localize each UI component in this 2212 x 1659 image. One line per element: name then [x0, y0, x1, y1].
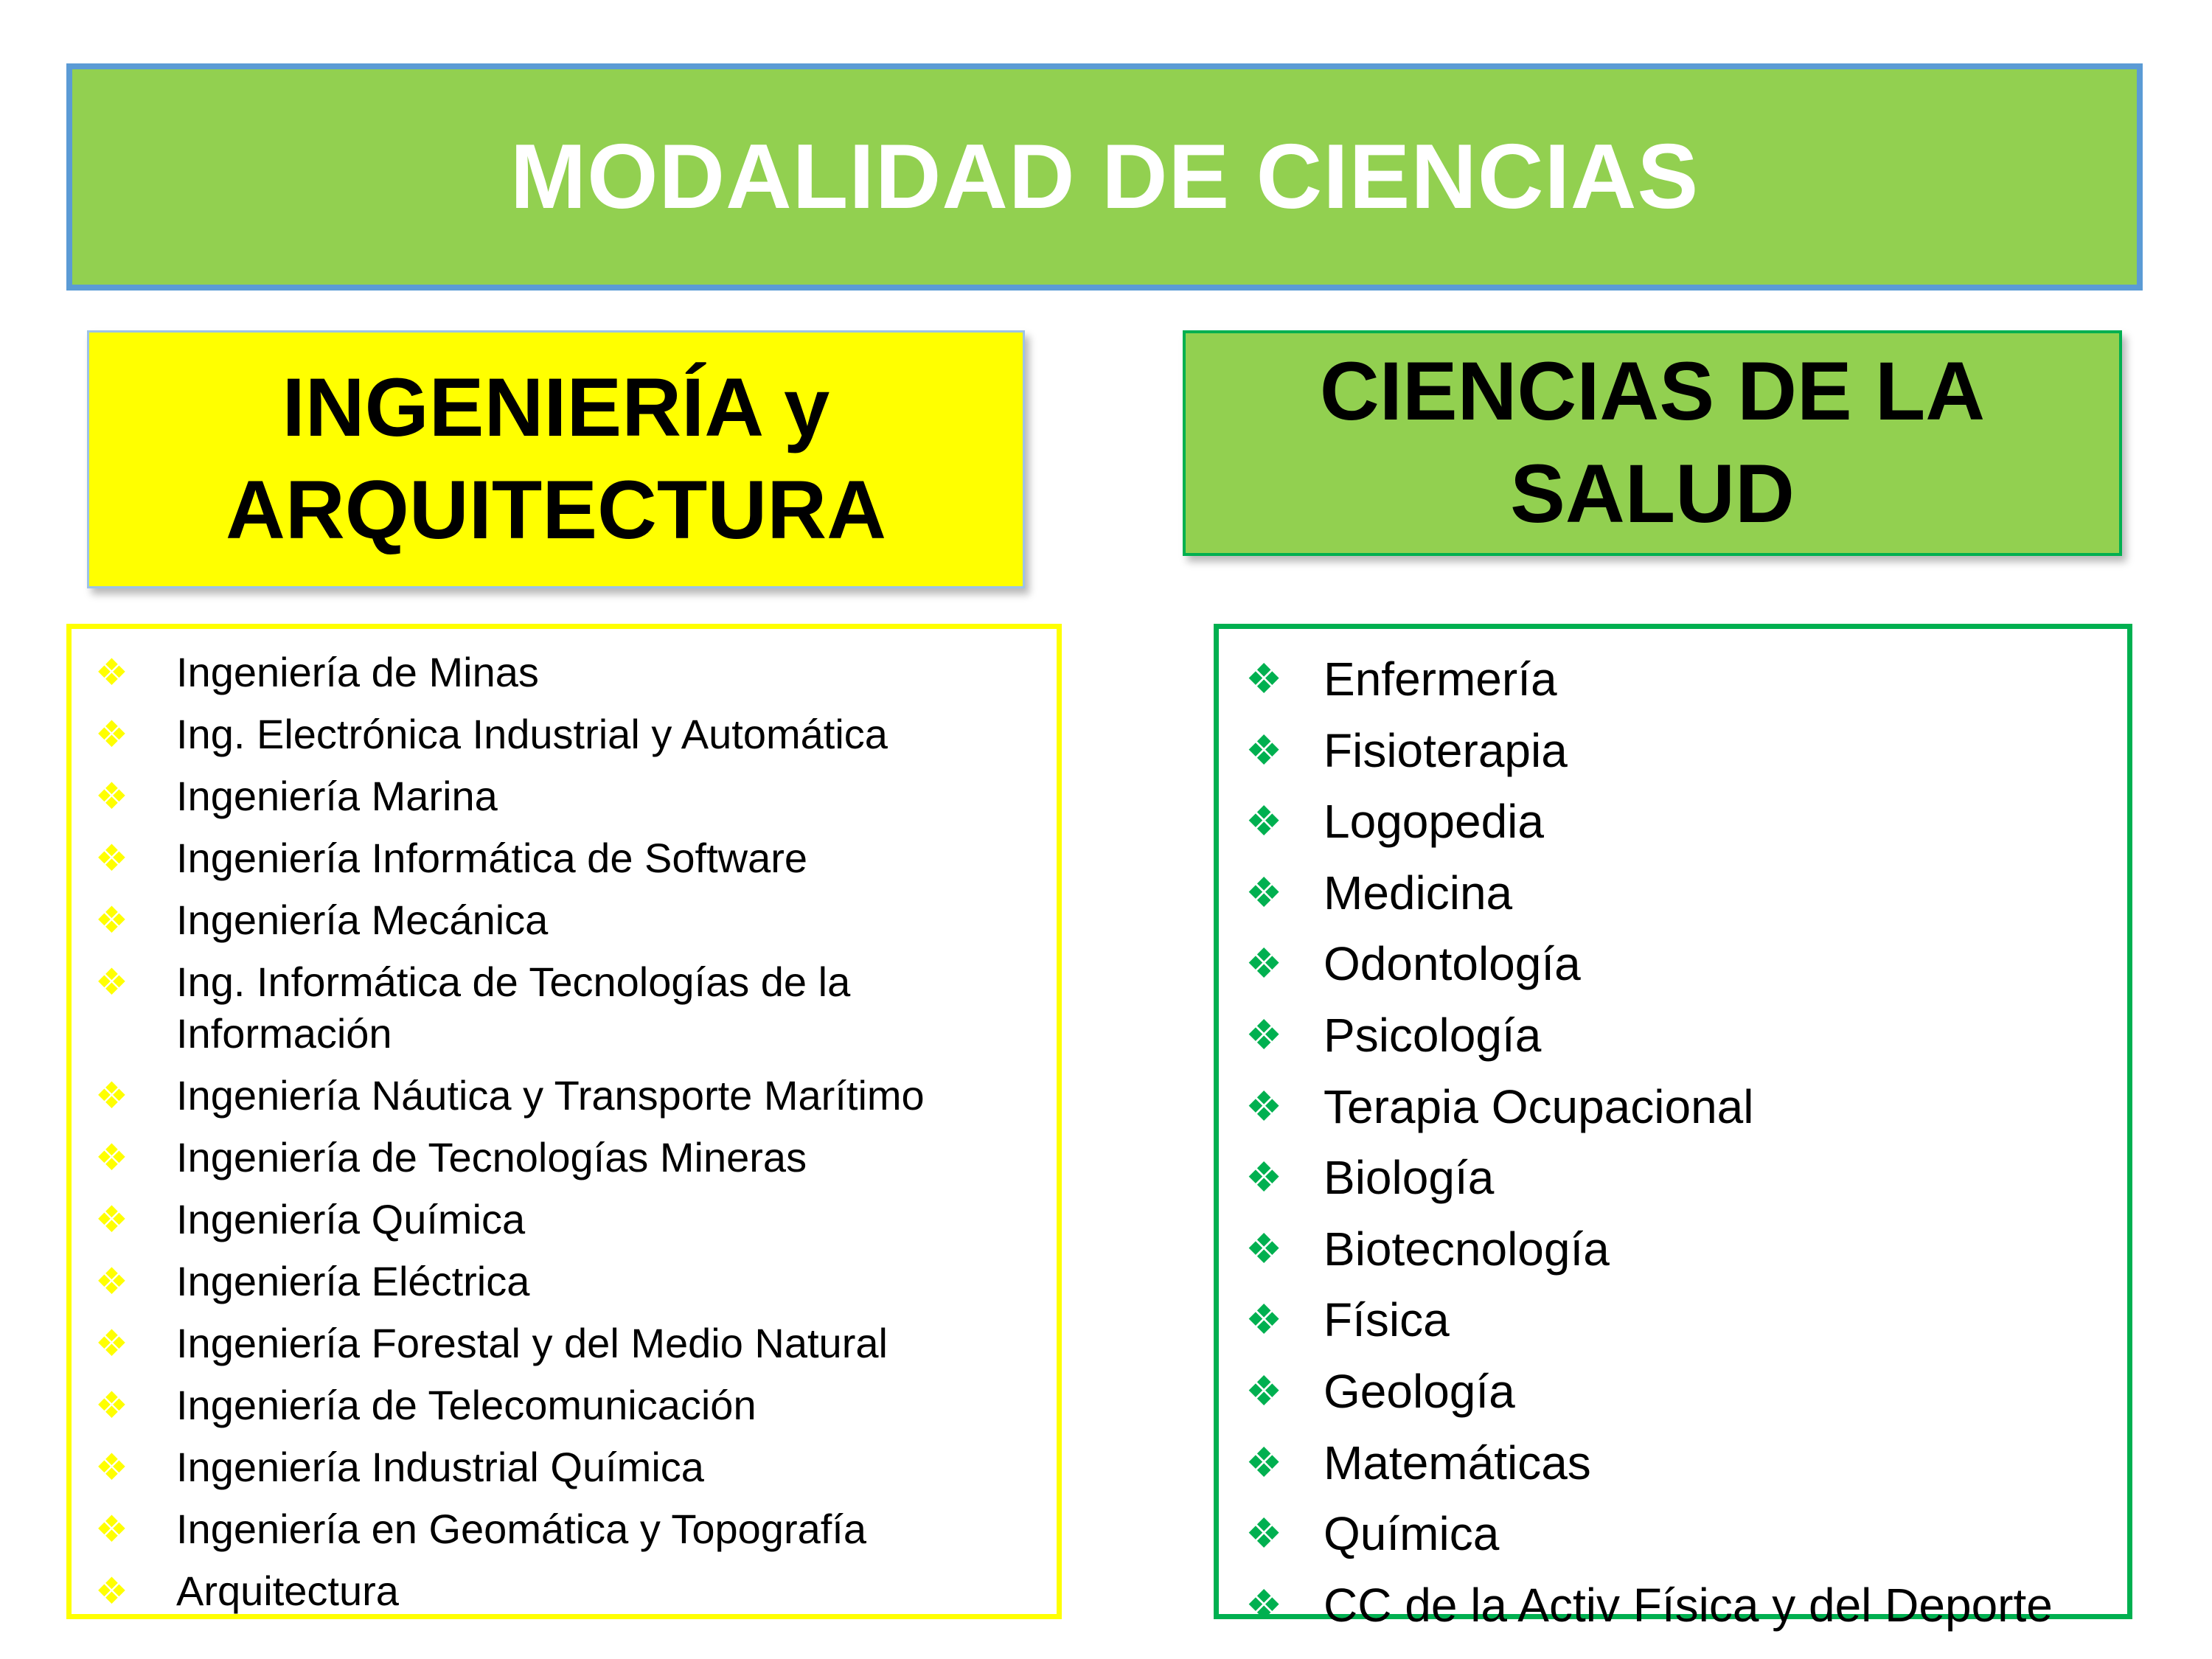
four-diamond-icon: ❖ [95, 1323, 128, 1364]
list-item-label: CC de la Activ Física y del Deporte [1324, 1578, 2053, 1632]
list-item-label: Ingeniería Industrial Química [176, 1444, 704, 1490]
four-diamond-icon: ❖ [95, 776, 128, 817]
list-item [1219, 1077, 2127, 1136]
four-diamond-icon: ❖ [95, 1137, 128, 1178]
category-heading-salud [1183, 330, 2122, 556]
list-item-label: Enfermería [1324, 653, 1557, 706]
list-item-label: Ingeniería Informática de Software [176, 835, 808, 881]
list-item [1219, 1006, 2127, 1065]
four-diamond-icon: ❖ [95, 652, 128, 693]
list-item [1219, 1148, 2127, 1207]
list-item-label: Biología [1324, 1151, 1495, 1205]
list-item [72, 1070, 1057, 1121]
list-item-label: Fisioterapia [1324, 723, 1568, 777]
list-item-label: Ingeniería de Minas [176, 649, 539, 695]
list-item-label: Psicología [1324, 1008, 1542, 1062]
four-diamond-icon: ❖ [1245, 1296, 1283, 1343]
category-heading-ingenieria [87, 330, 1025, 588]
four-diamond-icon: ❖ [1245, 655, 1283, 702]
four-diamond-icon: ❖ [1245, 1011, 1283, 1058]
four-diamond-icon: ❖ [1245, 798, 1283, 845]
four-diamond-icon: ❖ [95, 1199, 128, 1240]
list-item [72, 1380, 1057, 1431]
list-item [72, 647, 1057, 698]
list-item-label: Ingeniería Química [176, 1196, 526, 1242]
list-item-label: Ingeniería de Tecnologías Mineras [176, 1134, 807, 1180]
four-diamond-icon: ❖ [95, 1385, 128, 1426]
list-item [1219, 1504, 2127, 1563]
page-title: MODALIDAD DE CIENCIAS [509, 126, 1700, 228]
four-diamond-icon: ❖ [95, 714, 128, 755]
degree-list-ingenieria [66, 624, 1062, 1619]
list-item-label: Ing. Electrónica Industrial y Automática [176, 711, 888, 757]
list-item-label: Logopedia [1324, 795, 1544, 849]
list-item-label: Ingeniería Forestal y del Medio Natural [176, 1320, 888, 1366]
list-item-label: Química [1324, 1507, 1500, 1561]
list-item [72, 1565, 1057, 1617]
list-item-label: Ingeniería en Geomática y Topografía [176, 1506, 867, 1552]
list-item [72, 1132, 1057, 1183]
list-item [1219, 1220, 2127, 1279]
category-heading-text: CIENCIAS DE LA SALUD [1319, 345, 1986, 540]
list-item-label: Ingeniería Marina [176, 773, 498, 819]
list-item [72, 771, 1057, 822]
list-item-label: Biotecnología [1324, 1222, 1610, 1276]
list-item-label: Física [1324, 1293, 1450, 1347]
list-item [72, 1503, 1057, 1555]
list-item [72, 1318, 1057, 1369]
list-item [1219, 1576, 2127, 1635]
list-item-label: Geología [1324, 1364, 1515, 1418]
list-item [1219, 650, 2127, 709]
four-diamond-icon: ❖ [95, 900, 128, 941]
list-item [1219, 1433, 2127, 1492]
four-diamond-icon: ❖ [95, 1261, 128, 1302]
four-diamond-icon: ❖ [1245, 1510, 1283, 1557]
four-diamond-icon: ❖ [1245, 1082, 1283, 1130]
list-item [1219, 863, 2127, 922]
four-diamond-icon: ❖ [1245, 869, 1283, 916]
list-item [72, 832, 1057, 884]
list-item-label: Odontología [1324, 937, 1581, 991]
four-diamond-icon: ❖ [1245, 1581, 1283, 1628]
list-item [72, 709, 1057, 760]
four-diamond-icon: ❖ [1245, 1154, 1283, 1201]
list-item-label: Matemáticas [1324, 1436, 1591, 1489]
list-item [72, 894, 1057, 946]
four-diamond-icon: ❖ [1245, 1225, 1283, 1272]
four-diamond-icon: ❖ [1245, 940, 1283, 987]
four-diamond-icon: ❖ [1245, 1367, 1283, 1414]
list-item-label: Arquitectura [176, 1568, 399, 1614]
four-diamond-icon: ❖ [95, 1509, 128, 1550]
list-item [1219, 1362, 2127, 1421]
four-diamond-icon: ❖ [95, 1075, 128, 1116]
list-item-label: Ing. Informática de Tecnologías de la Información [176, 959, 851, 1057]
list-item [72, 1441, 1057, 1493]
list-item-label: Ingeniería de Telecomunicación [176, 1382, 757, 1428]
list-item [72, 1256, 1057, 1307]
list-item [1219, 934, 2127, 993]
four-diamond-icon: ❖ [95, 838, 128, 879]
list-item [1219, 1290, 2127, 1349]
four-diamond-icon: ❖ [95, 1447, 128, 1488]
list-item [1219, 721, 2127, 780]
category-heading-text: INGENIERÍA y ARQUITECTURA [226, 361, 886, 556]
four-diamond-icon: ❖ [95, 1571, 128, 1612]
list-item-label: Ingeniería Eléctrica [176, 1258, 530, 1304]
list-item-label: Medicina [1324, 866, 1513, 919]
four-diamond-icon: ❖ [95, 961, 128, 1003]
list-item-label: Ingeniería Mecánica [176, 897, 549, 943]
four-diamond-icon: ❖ [1245, 1439, 1283, 1486]
degree-list-salud [1214, 624, 2132, 1632]
list-item-label: Terapia Ocupacional [1324, 1079, 1754, 1133]
title-banner [66, 63, 2143, 291]
four-diamond-icon: ❖ [1245, 726, 1283, 773]
list-item [1219, 792, 2127, 851]
list-item [72, 1194, 1057, 1245]
list-item [72, 956, 1057, 1060]
list-item-label: Ingeniería Náutica y Transporte Marítimo [176, 1072, 925, 1119]
